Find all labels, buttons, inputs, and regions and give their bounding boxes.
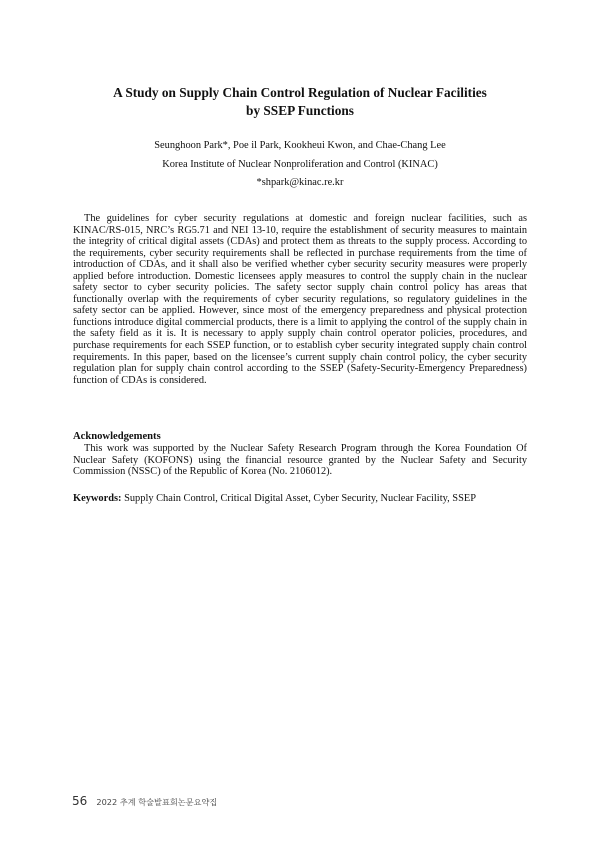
title-line-2: by SSEP Functions <box>246 103 354 118</box>
corresponding-email: *shpark@kinac.re.kr <box>256 177 344 188</box>
running-title: 2022 추계 학술발표회논문요약집 <box>96 797 218 807</box>
affiliation: Korea Institute of Nuclear Nonproliferation and Control (KINAC) <box>162 159 438 170</box>
keywords-label: Keywords: <box>73 493 122 504</box>
author-list: Seunghoon Park*, Poe il Park, Kookheui Kwon, and Chae-Chang Lee <box>154 140 446 151</box>
acknowledgements-heading: Acknowledgements <box>73 431 161 442</box>
page-footer <box>72 790 217 809</box>
page-number: 56 <box>72 794 88 808</box>
keywords <box>73 493 527 505</box>
acknowledgements-text: This work was supported by the Nuclear Safety Research Program through the Korea Foundation Of Nuclear Safety (KOFONS) using the financial resource granted by the Nuclear Safety and Security Commission (NSSC) of the Republic of Korea (No. 2106012). <box>73 443 527 478</box>
keywords-list: Supply Chain Control, Critical Digital Asset, Cyber Security, Nuclear Facility, SSEP <box>121 493 476 504</box>
abstract-text: The guidelines for cyber security regulations at domestic and foreign nuclear facilities, such as KINAC/RS-015, NRC’s RG5.71 and NEI 13-10, require the establishment of security measures to maintain the integrity of critical digital assets (CDAs) and protect them as threats to the supply process. According to the requirements, cyber security requirements shall be reflected in purchase requirements from the time of introduction of CDAs, and it shall also be verified whether cyber security security measures were properly applied before introduction. Domestic licensees apply measures to control the supply chain in the nuclear safety sector to cyber security policies. The safety sector supply chain control policy has areas that functionally overlap with the requirements of cyber security regulations, so regulatory guidelines in the safety sector can be applied. However, since most of the emergency preparedness and physical protection functions introduce digital commercial products, there is a limit to applying the control of the supply chain in the safety field as it is. It is necessary to apply supply chain control operator policies, procedures, and purchase requirements for each SSEP function, or to establish cyber security integrated supply chain control requirements. In this paper, based on the licensee’s current supply chain control policy, the cyber security regulation plan for supply chain control according to the SSEP (Safety-Security-Emergency Preparedness) function of CDAs is considered. <box>73 213 527 386</box>
paper-title <box>60 84 540 120</box>
title-line-1: A Study on Supply Chain Control Regulation of Nuclear Facilities <box>113 85 487 100</box>
